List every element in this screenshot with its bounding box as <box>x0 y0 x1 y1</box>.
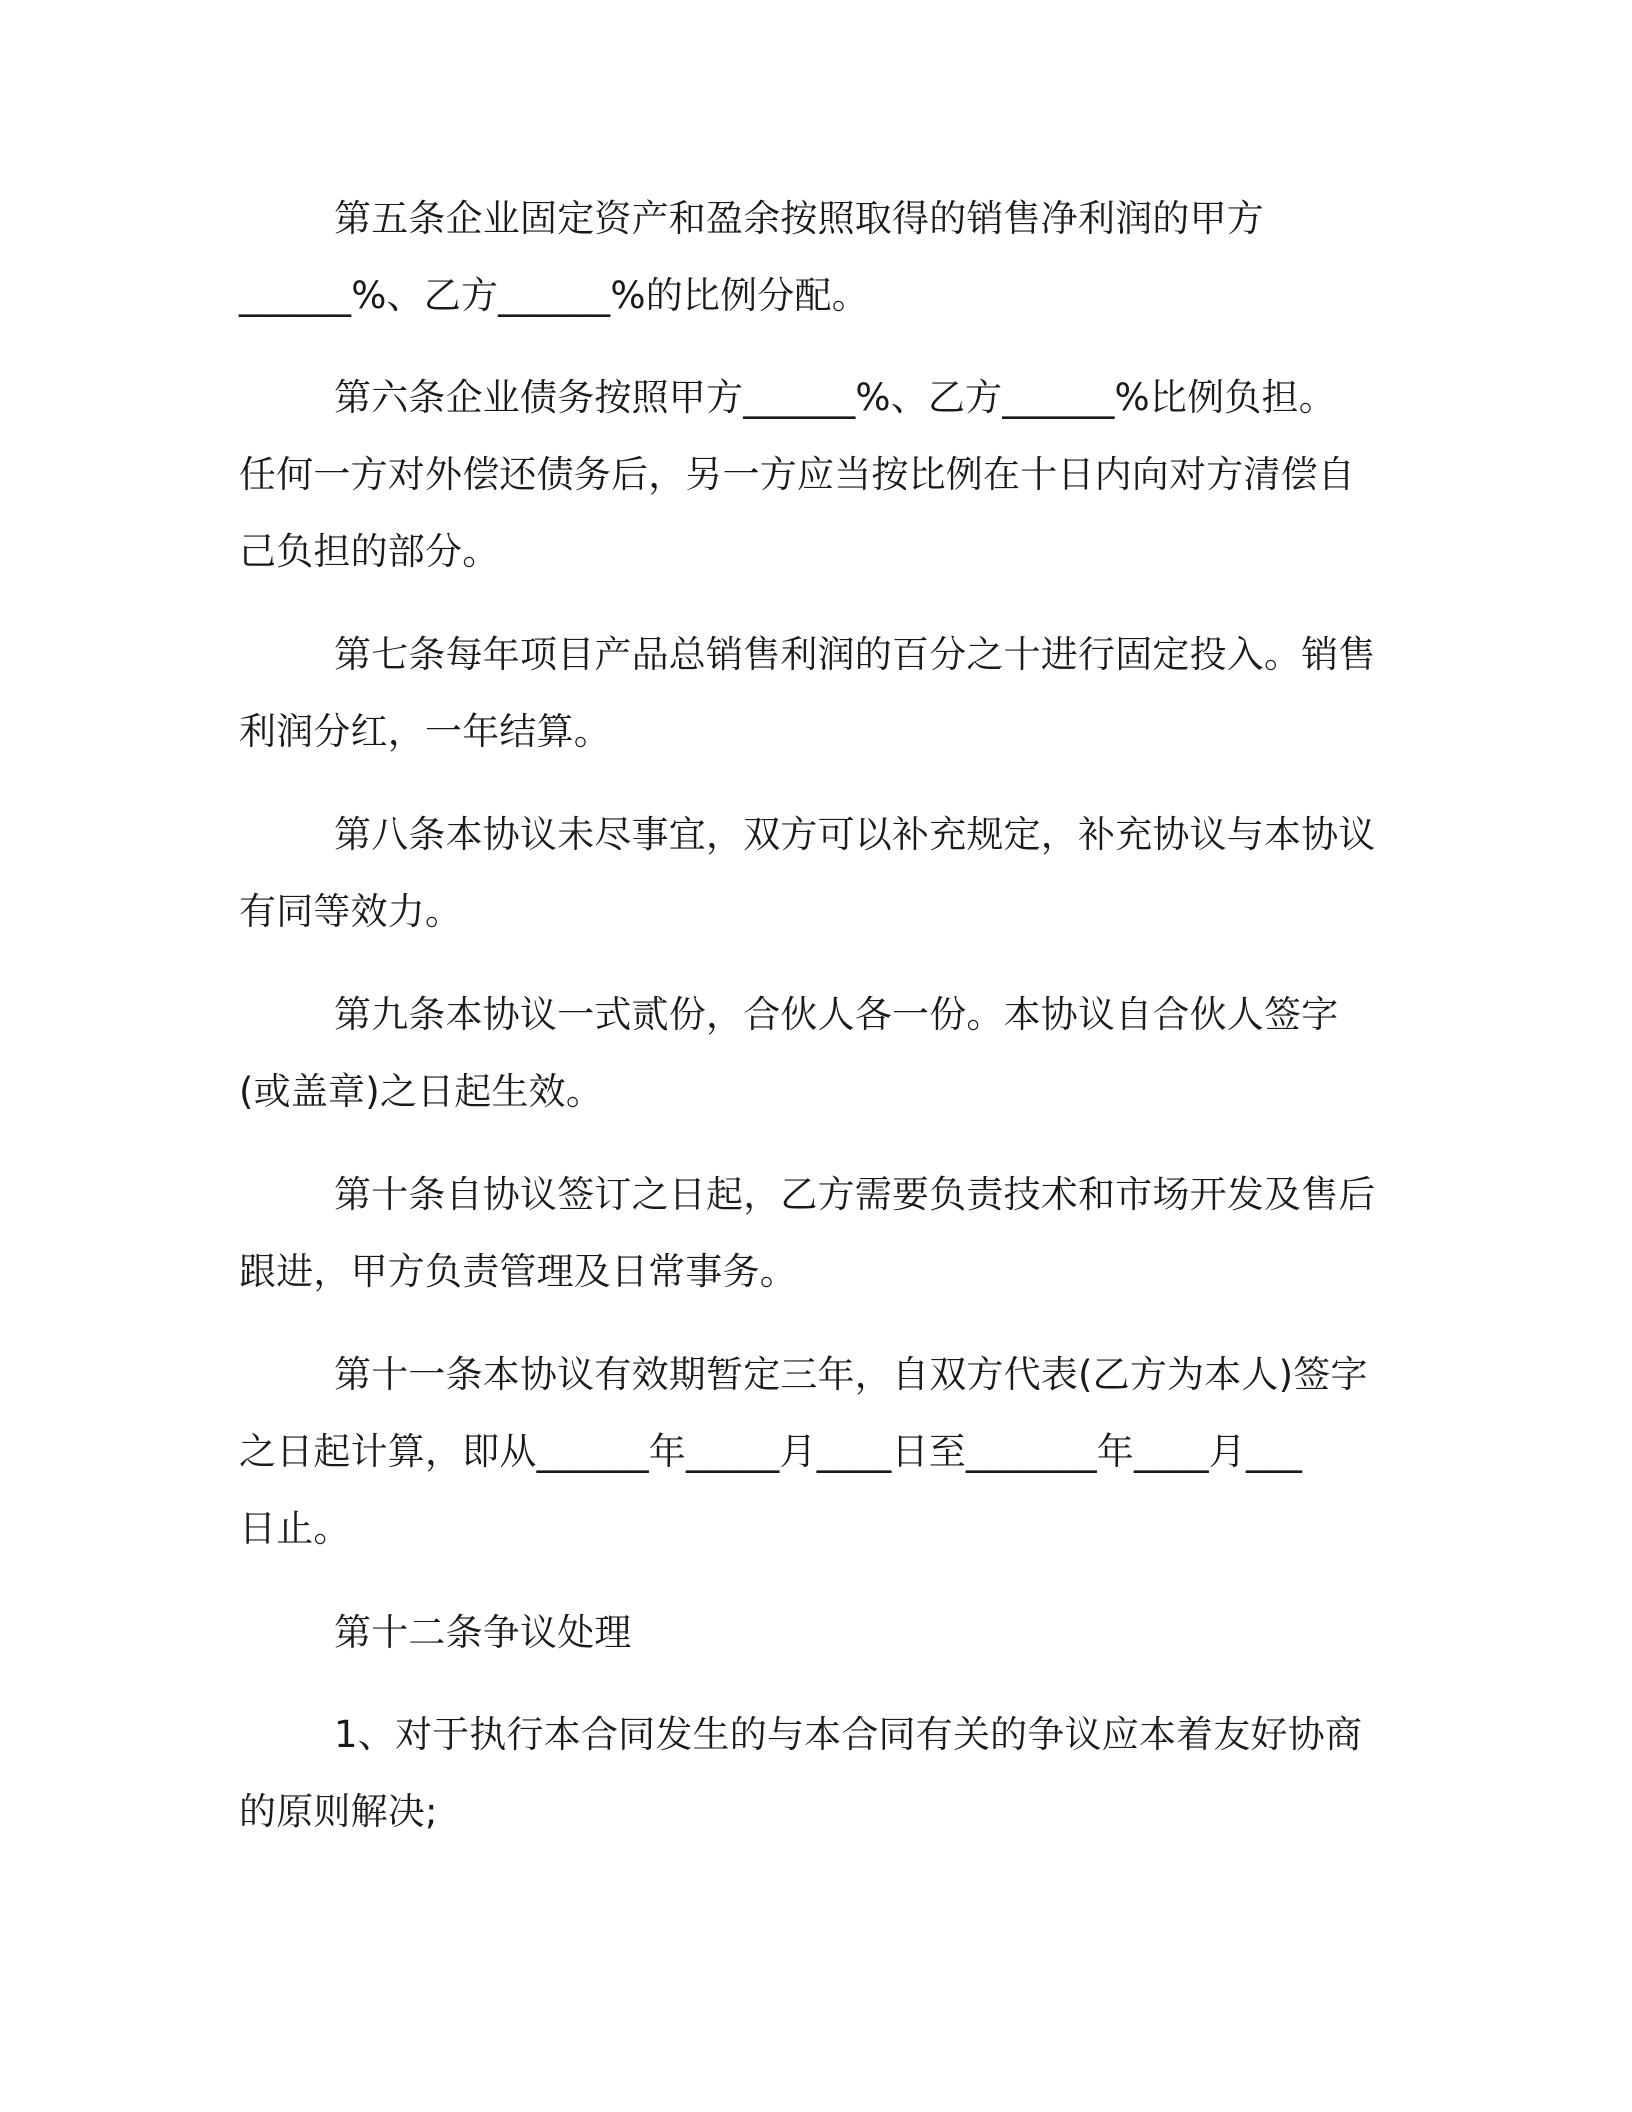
article-7-paragraph <box>239 616 1379 770</box>
text-line: 第七条每年项目产品总销售利润的百分之十进行固定投入。销售 <box>334 633 1376 676</box>
text-line: 第六条企业债务按照甲方______%、乙方______%比例负担。 <box>334 376 1336 419</box>
article-12-heading <box>239 1594 1379 1671</box>
text-line: 的原则解决; <box>239 1790 438 1833</box>
text-line: 1、对于执行本合同发生的与本合同有关的争议应本着友好协商 <box>334 1713 1363 1756</box>
text-line: 第十二条争议处理 <box>334 1611 632 1654</box>
text-line: 之日起计算，即从______年_____月____日至_______年____月___ <box>239 1430 1303 1473</box>
text-line: 第八条本协议未尽事宜，双方可以补充规定，补充协议与本协议 <box>334 813 1376 856</box>
article-11-paragraph <box>239 1336 1379 1567</box>
article-9-paragraph <box>239 976 1379 1130</box>
text-line: 日止。 <box>239 1507 351 1550</box>
article-10-paragraph <box>239 1156 1379 1310</box>
text-line: (或盖章)之日起生效。 <box>239 1070 604 1113</box>
text-line: 第五条企业固定资产和盈余按照取得的销售净利润的甲方 <box>334 197 1264 240</box>
text-line: 第九条本协议一式贰份，合伙人各一份。本协议自合伙人签字 <box>334 993 1339 1036</box>
article-6-paragraph <box>239 359 1379 590</box>
text-line: 己负担的部分。 <box>239 530 500 573</box>
text-line: 第十一条本协议有效期暂定三年，自双方代表(乙方为本人)签字 <box>334 1353 1368 1396</box>
article-8-paragraph <box>239 796 1379 950</box>
text-line: 任何一方对外偿还债务后，另一方应当按比例在十日内向对方清偿自 <box>239 453 1355 496</box>
text-line: 第十条自协议签订之日起，乙方需要负责技术和市场开发及售后 <box>334 1173 1376 1216</box>
text-line: ______%、乙方______%的比例分配。 <box>239 274 869 317</box>
text-line: 跟进，甲方负责管理及日常事务。 <box>239 1250 797 1293</box>
article-5-paragraph <box>239 180 1379 334</box>
text-line: 有同等效力。 <box>239 890 463 933</box>
article-12-item-1 <box>239 1696 1379 1850</box>
text-line: 利润分红，一年结算。 <box>239 710 611 753</box>
